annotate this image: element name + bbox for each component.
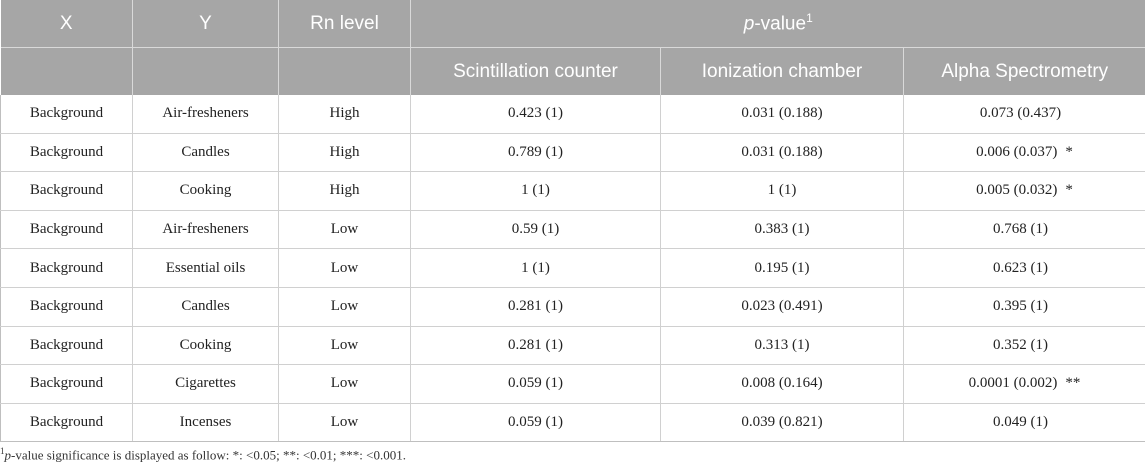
cell-y [133,403,279,442]
cell-ionization-chamber-value: 0.195 (1) [754,259,810,276]
cell-rn-level [279,249,411,288]
cell-y [133,249,279,288]
cell-alpha-spectrometry [904,95,1145,133]
cell-y-value: Cooking [179,336,232,353]
cell-rn-level [279,287,411,326]
cell-alpha-spectrometry [904,326,1145,365]
footnote-marker: 1 [0,446,5,456]
cell-alpha-spectrometry [904,133,1145,172]
significance-marker: * [1065,182,1073,199]
cell-x-value: Background [29,336,104,353]
cell-rn-level-value: Low [330,259,359,276]
cell-y-value: Candles [181,298,230,315]
cell-rn-level [279,95,411,133]
cell-rn-level [279,403,411,442]
header-scintillation-counter: Scintillation counter [411,48,661,96]
header-empty-y [133,48,279,96]
cell-rn-level-value: High [329,105,360,122]
cell-x [1,172,133,211]
cell-y-value: Cooking [179,182,232,199]
cell-rn-level-value: Low [330,414,359,431]
table-body [1,95,1145,442]
header-alpha-spectrometry: Alpha Spectrometry [904,48,1145,96]
cell-rn-level-value: Low [330,298,359,315]
cell-y [133,133,279,172]
cell-scintillation-counter [411,249,661,288]
header-row-methods [1,48,1145,96]
header-row-top [1,0,1145,48]
cell-scintillation-counter-value: 0.281 (1) [508,336,563,353]
cell-scintillation-counter [411,133,661,172]
cell-rn-level-value: Low [330,336,359,353]
cell-scintillation-counter-value: 1 (1) [521,182,550,199]
cell-scintillation-counter [411,95,661,133]
table-row [1,403,1145,442]
cell-y [133,365,279,404]
cell-scintillation-counter-value: 0.059 (1) [508,375,563,392]
cell-scintillation-counter-value: 0.059 (1) [508,414,563,431]
cell-x [1,95,133,133]
cell-ionization-chamber-value: 0.313 (1) [754,336,810,353]
table-row [1,172,1145,211]
cell-rn-level-value: High [329,182,360,199]
cell-alpha-spectrometry [904,210,1145,249]
cell-alpha-spectrometry-value: 0.352 (1) [993,336,1048,353]
cell-rn-level [279,365,411,404]
cell-ionization-chamber-value: 0.031 (0.188) [741,105,823,122]
significance-marker: ** [1065,375,1081,392]
cell-y-value: Candles [181,143,230,160]
cell-scintillation-counter [411,210,661,249]
table-row [1,133,1145,172]
header-pvalue-p: p [743,13,755,35]
cell-ionization-chamber [661,326,904,365]
cell-y [133,287,279,326]
cell-ionization-chamber [661,249,904,288]
cell-x [1,365,133,404]
cell-y-value: Incenses [179,414,232,431]
header-ionization-chamber: Ionization chamber [661,48,904,96]
table-row [1,365,1145,404]
cell-ionization-chamber-value: 0.031 (0.188) [741,143,823,160]
header-pvalue-note: 1 [806,11,813,26]
significance-marker: * [1065,143,1073,160]
cell-x-value: Background [29,105,104,122]
cell-y-value: Air-fresheners [162,105,249,122]
cell-x [1,210,133,249]
table-footnote [0,446,406,463]
header-pvalue [411,0,1145,48]
cell-y [133,326,279,365]
cell-x [1,249,133,288]
header-empty-rn [279,48,411,96]
cell-ionization-chamber [661,133,904,172]
cell-ionization-chamber [661,403,904,442]
cell-x-value: Background [29,143,104,160]
cell-x-value: Background [29,414,104,431]
header-pvalue-text: -value [754,13,807,35]
cell-alpha-spectrometry [904,365,1145,404]
cell-scintillation-counter-value: 0.59 (1) [511,221,560,238]
cell-ionization-chamber-value: 1 (1) [767,182,797,199]
cell-alpha-spectrometry-value: 0.073 (0.437) [979,105,1062,122]
cell-alpha-spectrometry-value: 0.049 (1) [993,414,1048,431]
cell-x-value: Background [29,182,104,199]
cell-scintillation-counter [411,403,661,442]
cell-y-value: Essential oils [165,259,246,276]
cell-scintillation-counter [411,287,661,326]
header-x: X [1,0,133,48]
table-row [1,95,1145,133]
cell-ionization-chamber [661,95,904,133]
cell-ionization-chamber-value: 0.383 (1) [754,221,810,238]
cell-scintillation-counter-value: 1 (1) [521,259,550,276]
cell-x-value: Background [29,259,104,276]
cell-x [1,133,133,172]
cell-y [133,95,279,133]
cell-x [1,326,133,365]
cell-ionization-chamber-value: 0.023 (0.491) [741,298,823,315]
cell-y [133,210,279,249]
cell-ionization-chamber-value: 0.008 (0.164) [741,375,823,392]
cell-y [133,172,279,211]
cell-x-value: Background [29,298,104,315]
cell-alpha-spectrometry [904,287,1145,326]
cell-scintillation-counter-value: 0.423 (1) [508,105,563,122]
cell-scintillation-counter [411,365,661,404]
cell-ionization-chamber [661,172,904,211]
cell-alpha-spectrometry-value: 0.006 (0.037) [976,143,1058,160]
cell-alpha-spectrometry-value: 0.395 (1) [993,298,1048,315]
table-row [1,287,1145,326]
cell-ionization-chamber-value: 0.039 (0.821) [741,414,823,431]
cell-alpha-spectrometry [904,249,1145,288]
cell-scintillation-counter [411,172,661,211]
footnote-p: p [4,447,11,463]
footnote-text: -value significance is displayed as follow: *: <0.05; **: <0.01; ***: <0.001. [11,447,406,463]
cell-alpha-spectrometry [904,403,1145,442]
cell-rn-level-value: Low [330,375,359,392]
table-row [1,326,1145,365]
header-empty-x [1,48,133,96]
cell-ionization-chamber [661,210,904,249]
cell-alpha-spectrometry-value: 0.623 (1) [993,259,1048,276]
cell-scintillation-counter-value: 0.789 (1) [508,143,563,160]
cell-y-value: Cigarettes [175,375,236,392]
cell-scintillation-counter-value: 0.281 (1) [508,298,563,315]
cell-x-value: Background [29,221,104,238]
cell-scintillation-counter [411,326,661,365]
cell-rn-level-value: High [329,143,360,160]
cell-x [1,287,133,326]
cell-y-value: Air-fresheners [162,221,249,238]
table-row [1,249,1145,288]
cell-rn-level [279,326,411,365]
table-row [1,210,1145,249]
cell-rn-level [279,210,411,249]
cell-alpha-spectrometry-value: 0.005 (0.032) [976,182,1058,199]
cell-rn-level-value: Low [330,221,359,238]
cell-alpha-spectrometry-value: 0.0001 (0.002) [968,375,1058,392]
cell-rn-level [279,133,411,172]
cell-x-value: Background [29,375,104,392]
cell-alpha-spectrometry [904,172,1145,211]
cell-ionization-chamber [661,287,904,326]
header-rn-level: Rn level [279,0,411,48]
cell-ionization-chamber [661,365,904,404]
header-y: Y [133,0,279,48]
cell-alpha-spectrometry-value: 0.768 (1) [993,221,1048,238]
cell-x [1,403,133,442]
cell-rn-level [279,172,411,211]
